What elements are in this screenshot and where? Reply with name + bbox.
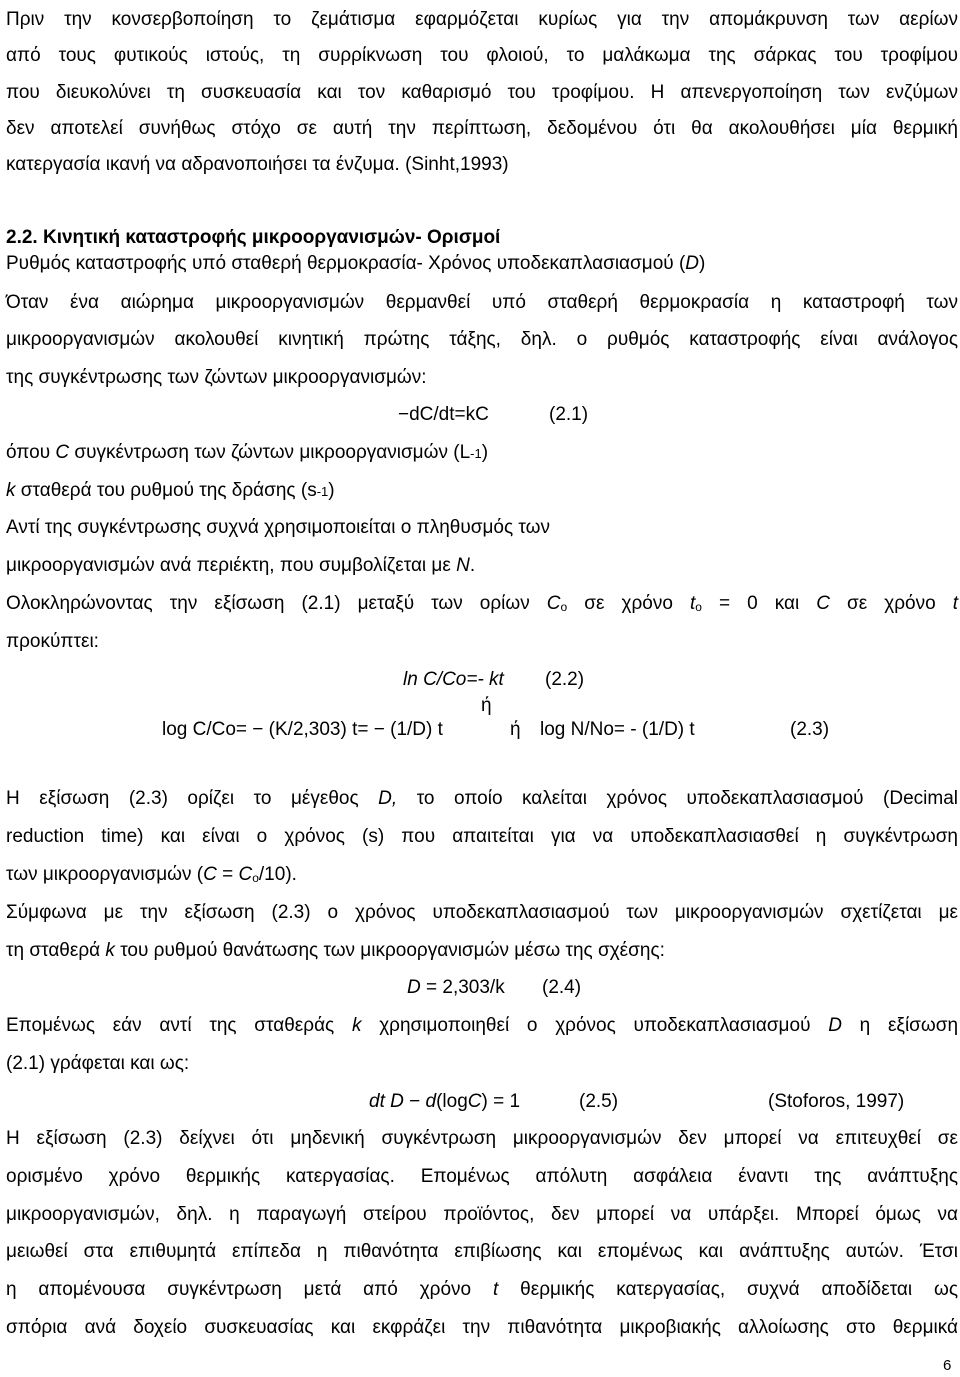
symbol-c: C xyxy=(55,442,70,463)
paragraph-line: προκύπτει: xyxy=(6,631,99,652)
equation-number: (2.2) xyxy=(545,669,585,690)
symbol-d: D xyxy=(685,253,700,274)
symbol-k: k xyxy=(6,480,16,501)
symbol-c: C xyxy=(238,864,253,885)
paragraph-line xyxy=(6,1014,958,1038)
paragraph-line: (2.1) γράφεται και ως: xyxy=(6,1053,190,1074)
symbol-k: k xyxy=(105,940,115,961)
equation-2-3-right: log N/No= - (1/D) t xyxy=(540,719,695,740)
symbol-c: C xyxy=(816,593,830,614)
paragraph-line: κατεργασία ικανή να αδρανοποιήσει τα ένζυμα. (Sinht,1993) xyxy=(6,154,509,175)
definition-text: σταθερά του ρυθμού της δράσης (s xyxy=(15,480,317,501)
symbol-d: D, xyxy=(378,788,398,809)
symbol-n: N xyxy=(456,555,470,576)
paragraph-text: τη σταθερά xyxy=(6,940,106,961)
definition-close: ) xyxy=(481,442,489,463)
definition-text: συγκέντρωση των ζώντων μικροοργανισμών (L xyxy=(69,442,471,463)
symbol-d: D xyxy=(407,977,421,998)
equation-expr: dt D xyxy=(369,1091,404,1112)
equation-2-4 xyxy=(407,976,505,1000)
paragraph-line: από τους φυτικούς ιστούς, τη συρρίκνωση του φλοιού, το μαλάκωμα της σάρκας του τροφίμου xyxy=(6,45,958,66)
paragraph-text: χρησιμοποιηθεί ο χρόνος υποδεκαπλασιασμού xyxy=(379,1015,811,1036)
equation-or: ή xyxy=(510,719,521,740)
paragraph-end: . xyxy=(469,555,476,576)
definition-c xyxy=(6,441,488,466)
symbol-c: C xyxy=(546,593,561,614)
symbol-t: t xyxy=(952,593,958,614)
paragraph-line xyxy=(6,592,958,617)
equation-expr: ) = 1 xyxy=(481,1091,521,1112)
paragraph-text: η εξίσωση xyxy=(859,1015,959,1036)
paragraph-line: μικροοργανισμών, δηλ. η παραγωγή στείρου προϊόντος, δεν μπορεί να υπάρξει. Μπορεί όμως να xyxy=(6,1204,958,1225)
equation-d: d xyxy=(425,1091,437,1112)
paragraph-line: Αντί της συγκέντρωσης συχνά χρησιμοποιείται ο πληθυσμός των xyxy=(6,517,550,538)
paragraph-line: μειωθεί στα επιθυμητά επίπεδα η πιθανότητα επιβίωσης και επομένως και ανάπτυξης αυτών. Έτσι xyxy=(6,1241,958,1262)
symbol-d: D xyxy=(828,1015,842,1036)
subscript: o xyxy=(252,871,259,885)
paragraph-line: Σύμφωνα με την εξίσωση (2.3) ο χρόνος υποδεκαπλασιασμού των μικροοργανισμών σχετίζεται με xyxy=(6,902,958,923)
equation-2-2: ln C/Co=- kt xyxy=(403,669,504,690)
equation-number: (2.3) xyxy=(790,719,830,740)
paragraph-line: που διευκολύνει τη συσκευασία και τον καθαρισμό του τροφίμου. Η απενεργοποίηση των ενζύμων xyxy=(6,82,958,103)
paragraph-line xyxy=(6,863,297,888)
paragraph-line: Όταν ένα αιώρημα μικροοργανισμών θερμανθεί υπό σταθερή θερμοκρασία η καταστροφή των xyxy=(6,292,958,313)
paragraph-line: reduction time) και είναι ο χρόνος (s) που απαιτείται για να υποδεκαπλασιασθεί η συγκέντρωση xyxy=(6,826,958,847)
symbol-t: t xyxy=(689,593,696,614)
definition-close: ) xyxy=(328,480,335,501)
paragraph-text: Ολοκληρώνοντας την εξίσωση (2.1) μεταξύ των ορίων xyxy=(6,593,530,614)
paragraph-text: Η εξίσωση (2.3) ορίζει το μέγεθος xyxy=(6,788,359,809)
paragraph-text: μικροοργανισμών ανά περιέκτη, που συμβολίζεται με xyxy=(6,555,457,576)
subheading-text: Ρυθμός καταστροφής υπό σταθερή θερμοκρασία- Χρόνος υποδεκαπλασιασμού ( xyxy=(6,253,686,274)
equation-2-3-left: log C/Co= − (K/2,303) t= − (1/D) t xyxy=(162,719,443,740)
symbol-t: t xyxy=(493,1279,499,1300)
paragraph-line xyxy=(6,1278,958,1302)
paragraph-line: δεν αποτελεί συνήθως στόχο σε αυτή την περίπτωση, δεδομένου ότι θα ακολουθήσει μία θερμική xyxy=(6,118,958,139)
equation-expr: (log xyxy=(436,1091,468,1112)
paragraph-text: το οποίο καλείται χρόνος υποδεκαπλασιασμού (Decimal xyxy=(416,788,958,809)
paragraph-text: του ρυθμού θανάτωσης των μικροοργανισμών μέσω της σχέσης: xyxy=(114,940,665,961)
unit-exponent: -1 xyxy=(470,446,482,461)
equals: = xyxy=(216,864,239,885)
paragraph-text: /10). xyxy=(258,864,297,885)
paragraph-text: σε χρόνο xyxy=(584,593,673,614)
paragraph-text: σε χρόνο xyxy=(847,593,936,614)
equation-number: (2.4) xyxy=(542,977,582,998)
equation-number: (2.5) xyxy=(579,1091,619,1112)
equation-number: (2.1) xyxy=(549,404,589,425)
citation: (Stoforos, 1997) xyxy=(768,1091,905,1112)
paragraph-line: ορισμένο χρόνο θερμικής κατεργασίας. Επομένως απόλυτη ασφάλεια έναντι της ανάπτυξης xyxy=(6,1166,958,1187)
subscript: o xyxy=(560,600,568,614)
paragraph-text: Επομένως εάν αντί της σταθεράς xyxy=(6,1015,335,1036)
equation-2-5 xyxy=(369,1090,520,1114)
paragraph-line: Πριν την κονσερβοποίηση το ζεμάτισμα εφαρμόζεται κυρίως για την απομάκρυνση των αερίων xyxy=(6,9,958,30)
symbol-t0 xyxy=(690,593,702,614)
symbol-c: C xyxy=(203,864,217,885)
paragraph-line xyxy=(6,787,958,811)
unit-exponent: -1 xyxy=(316,484,329,499)
paragraph-text: = 0 και xyxy=(718,593,800,614)
paragraph-line: μικροοργανισμών ακολουθεί κινητική πρώτης τάξης, δηλ. ο ρυθμός καταστροφής είναι ανάλογος xyxy=(6,329,958,350)
paragraph-line: της συγκέντρωσης των ζώντων μικροοργανισμών: xyxy=(6,367,427,388)
definition-k xyxy=(6,479,335,504)
equation-expr: = 2,303/k xyxy=(420,977,505,998)
section-subheading xyxy=(6,252,705,276)
paragraph-line xyxy=(6,939,665,963)
subheading-close: ) xyxy=(699,253,706,274)
equation-or: ή xyxy=(481,695,492,716)
page-number: 6 xyxy=(943,1357,952,1374)
paragraph-text: των μικροοργανισμών ( xyxy=(6,864,204,885)
subscript: o xyxy=(695,600,702,614)
paragraph-text: θερμικής κατεργασίας, συχνά αποδίδεται ως xyxy=(520,1279,958,1300)
paragraph-line xyxy=(6,554,475,578)
definition-lead: όπου xyxy=(6,442,56,463)
section-heading: 2.2. Κινητική καταστροφής μικροοργανισμών- Ορισμοί xyxy=(6,227,501,248)
paragraph-text: η απομένουσα συγκέντρωση μετά από χρόνο xyxy=(6,1279,493,1300)
symbol-c0 xyxy=(547,593,567,614)
paragraph-line: σπόρια ανά δοχείο συσκευασίας και εκφράζει την πιθανότητα μικροβιακής αλλοίωσης στο θερμικά xyxy=(6,1317,958,1338)
equation-minus: − xyxy=(403,1091,426,1112)
symbol-c: C xyxy=(467,1091,482,1112)
equation-2-1: −dC/dt=kC xyxy=(398,404,489,425)
paragraph-line: Η εξίσωση (2.3) δείχνει ότι μηδενική συγκέντρωση μικροοργανισμών δεν μπορεί να επιτευχθεί σε xyxy=(6,1128,958,1149)
symbol-k: k xyxy=(351,1015,362,1036)
